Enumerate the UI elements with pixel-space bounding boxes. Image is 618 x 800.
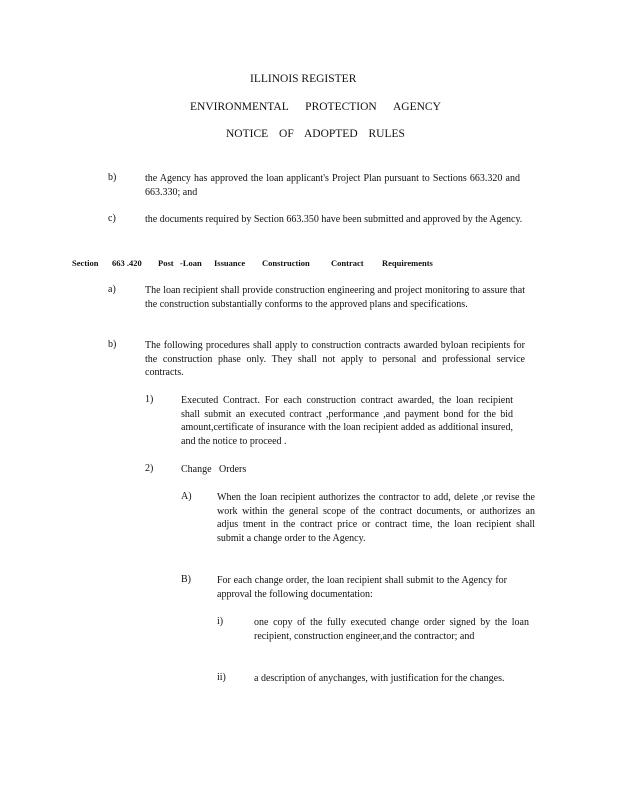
section-title-word: Post xyxy=(158,258,174,268)
subsection-text: The following procedures shall apply to construction contracts awarded byloan recipients for the construction phase only. They shall not apply to personal and professional service contracts. xyxy=(145,340,525,378)
item-label: 2) xyxy=(145,463,154,474)
header-register: ILLINOIS REGISTER xyxy=(250,73,357,85)
item-text: a description of anychanges, with justification for the changes. xyxy=(254,673,505,684)
section-word: Section xyxy=(72,258,99,268)
item-text: the documents required by Section 663.350 have been submitted and approved by the Agency. xyxy=(145,214,523,225)
section-title-word: Issuance xyxy=(214,258,246,268)
subsection-label: a) xyxy=(108,284,116,295)
item-text: the Agency has approved the loan applicant's Project Plan pursuant to Sections 663.320 and 663.330; and xyxy=(145,173,520,198)
header-notice: NOTICE OF ADOPTED RULES xyxy=(226,128,405,140)
item-label: B) xyxy=(181,574,191,585)
item-text: For each change order, the loan recipient shall submit to the Agency for approval the following documentation: xyxy=(217,575,507,600)
subsection-text: The loan recipient shall provide construction engineering and project monitoring to assure that the construction substantially conforms to the approved plans and specifications. xyxy=(145,285,525,310)
item-text: When the loan recipient authorizes the contractor to add, delete ,or revise the work within the general scope of the contract documents, or authorizes an adjus tment in the contract price or contract time, the loan recipient shall submit a change order to the Agency. xyxy=(217,492,535,544)
item-label: i) xyxy=(217,616,224,627)
item-label: A) xyxy=(181,491,192,502)
section-title-word: Requirements xyxy=(382,258,433,268)
item-heading: Change Orders xyxy=(181,464,247,475)
item-label: 1) xyxy=(145,394,154,405)
section-title-word: Construction xyxy=(262,258,310,268)
item-label: b) xyxy=(108,172,117,183)
item-text: one copy of the fully executed change order signed by the loan recipient, construction engineer,and the contractor; and xyxy=(254,617,529,642)
section-title-word: -Loan xyxy=(180,258,202,268)
subsection-label: b) xyxy=(108,339,117,350)
item-label: ii) xyxy=(217,672,226,683)
section-number: 663 .420 xyxy=(112,258,142,268)
header-agency: ENVIRONMENTAL PROTECTION AGENCY xyxy=(190,101,441,113)
section-title-word: Contract xyxy=(331,258,364,268)
item-text: Executed Contract. For each construction contract awarded, the loan recipient shall submit an executed contract ,performance ,and payment bond for the bid amount,certificate of insurance with the loan recipient added as additional insured, and the notice to proceed . xyxy=(181,395,513,447)
item-label: c) xyxy=(108,213,116,224)
